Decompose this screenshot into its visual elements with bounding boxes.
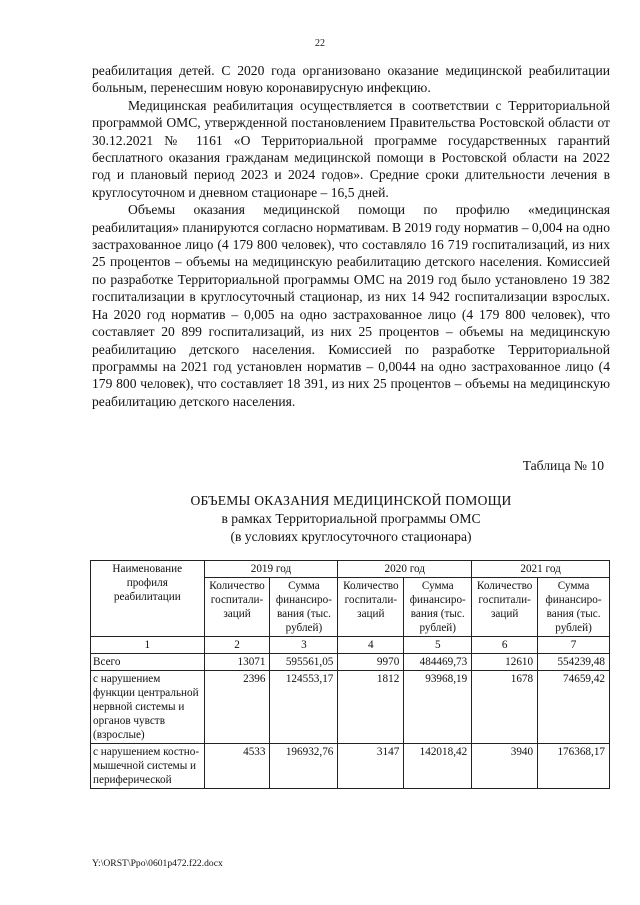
header-count-2020: Количество госпитали-заций	[338, 578, 404, 637]
header-count-2019: Количество госпитали-заций	[204, 578, 270, 637]
header-sum-2020: Сумма финансиро-вания (тыс. рублей)	[404, 578, 472, 637]
table-title	[92, 492, 610, 546]
cell-sum-2019: 595561,05	[270, 654, 338, 671]
cell-count-2019: 13071	[204, 654, 270, 671]
cell-sum-2020: 142018,42	[404, 744, 472, 789]
table-title-line-2: в рамках Территориальной программы ОМС	[221, 511, 481, 526]
data-table	[90, 560, 610, 789]
col-number: 2	[204, 637, 270, 654]
col-number: 6	[472, 637, 538, 654]
table-column-numbers-row	[91, 637, 610, 654]
header-year-2019: 2019 год	[204, 561, 338, 578]
table-row	[91, 671, 610, 744]
col-number: 1	[91, 637, 205, 654]
header-sum-2019: Сумма финансиро-вания (тыс. рублей)	[270, 578, 338, 637]
cell-count-2021: 12610	[472, 654, 538, 671]
cell-sum-2020: 484469,73	[404, 654, 472, 671]
table-row	[91, 744, 610, 789]
table-title-line-3: (в условиях круглосуточного стационара)	[230, 529, 472, 544]
paragraph-2: Медицинская реабилитация осуществляется в соответствии с Территориальной программой ОМС, утвержденной постановлением Правительства Ростовской области от 30.12.2021 № 1161 «О Территориальной программе государственных гарантий бесплатного оказания гражданам медицинской помощи в Ростовской области на 2022 год и плановый период 2023 и 2024 годов». Средние сроки длительности лечения в круглосуточном и дневном стационаре – 16,5 дней.	[92, 97, 610, 200]
cell-sum-2020: 93968,19	[404, 671, 472, 744]
cell-count-2019: 2396	[204, 671, 270, 744]
col-number: 5	[404, 637, 472, 654]
table-header-row-years	[91, 561, 610, 578]
row-name: с нарушением костно-мышечной системы и периферической	[91, 744, 205, 789]
table-row	[91, 654, 610, 671]
row-name: Всего	[91, 654, 205, 671]
cell-sum-2019: 124553,17	[270, 671, 338, 744]
col-number: 3	[270, 637, 338, 654]
header-sum-2021: Сумма финансиро-вания (тыс. рублей)	[538, 578, 610, 637]
body-text	[92, 62, 610, 410]
col-number: 4	[338, 637, 404, 654]
header-year-2020: 2020 год	[338, 561, 472, 578]
cell-count-2020: 9970	[338, 654, 404, 671]
cell-count-2020: 3147	[338, 744, 404, 789]
table-label: Таблица № 10	[522, 458, 604, 473]
cell-count-2019: 4533	[204, 744, 270, 789]
paragraph-3: Объемы оказания медицинской помощи по профилю «медицинская реабилитация» планируются согласно нормативам. В 2019 году норматив – 0,004 на одно застрахованное лицо (4 179 800 человек), что составляло 16 719 госпитализаций, из них 25 процентов – объемы на медицинскую реабилитацию детского населения. Комиссией по разработке Территориальной программы ОМС на 2019 год было установлено 19 382 госпитализации в круглосуточный стационар, из них 14 942 госпитализации взрослых. На 2020 год норматив – 0,005 на одно застрахованное лицо (4 179 800 человек), что составляет 20 899 госпитализаций, из них 25 процентов – объемы на медицинскую реабилитацию детского населения. Комиссией по разработке Территориальной программы на 2021 год установлен норматив – 0,0044 на одно застрахованное лицо (4 179 800 человек), что составляет 18 391, из них 25 процентов – объемы на медицинскую реабилитацию детского населения.	[92, 202, 610, 409]
cell-count-2021: 3940	[472, 744, 538, 789]
paragraph-1: реабилитация детей. С 2020 года организовано оказание медицинской реабилитации больным, перенесшим новую коронавирусную инфекцию.	[92, 63, 610, 96]
cell-sum-2021: 554239,48	[538, 654, 610, 671]
header-year-2021: 2021 год	[472, 561, 610, 578]
footer-file-path: Y:\ORST\Ppo\0601p472.f22.docx	[92, 858, 223, 869]
cell-sum-2019: 196932,76	[270, 744, 338, 789]
table-title-line-1: ОБЪЕМЫ ОКАЗАНИЯ МЕДИЦИНСКОЙ ПОМОЩИ	[190, 493, 512, 508]
header-profile: Наименование профиля реабилитации	[91, 561, 205, 637]
header-count-2021: Количество госпитали-заций	[472, 578, 538, 637]
cell-sum-2021: 176368,17	[538, 744, 610, 789]
cell-count-2020: 1812	[338, 671, 404, 744]
cell-sum-2021: 74659,42	[538, 671, 610, 744]
page-number: 22	[315, 38, 325, 49]
col-number: 7	[538, 637, 610, 654]
row-name: с нарушением функции центральной нервной системы и органов чувств (взрослые)	[91, 671, 205, 744]
cell-count-2021: 1678	[472, 671, 538, 744]
